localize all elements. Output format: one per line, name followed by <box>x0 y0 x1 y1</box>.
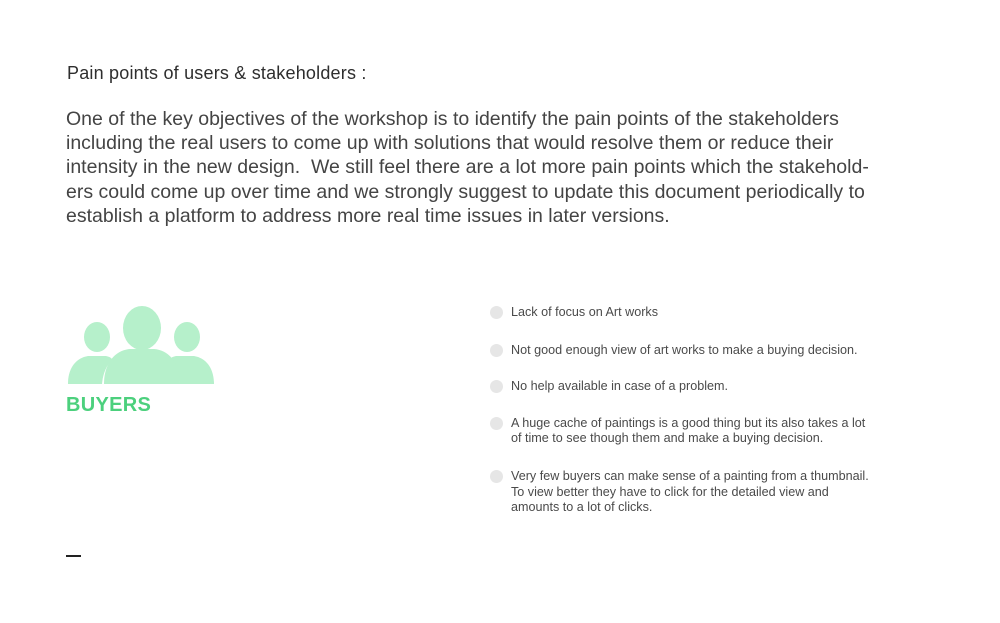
intro-line-2: including the real users to come up with solutions that would resolve them or reduce their <box>66 132 834 155</box>
bullet-dot-icon <box>490 417 503 430</box>
pain-point-text: Lack of focus on Art works <box>511 305 658 319</box>
list-item <box>490 305 910 321</box>
bullet-dot-icon <box>490 380 503 393</box>
intro-line-1: One of the key objectives of the workshop is to identify the pain points of the stakeholders <box>66 108 839 130</box>
pain-point-text: Not good enough view of art works to make a buying decision. <box>511 342 858 357</box>
pain-points-list <box>490 305 910 516</box>
users-group-icon <box>66 306 216 386</box>
list-item <box>490 343 910 359</box>
persona-label: BUYERS <box>66 394 152 416</box>
bullet-dot-icon <box>490 344 503 357</box>
list-item <box>490 416 910 447</box>
intro-line-5: establish a platform to address more real time issues in later versions. <box>66 204 670 227</box>
pain-point-text: Very few buyers can make sense of a painting from a thumbnail. To view better they have to click for the detailed view and amounts to a lot of clicks. <box>511 468 869 515</box>
section-title: Pain points of users & stakeholders : <box>67 63 367 83</box>
pain-point-text: No help available in case of a problem. <box>511 379 729 394</box>
bullet-dot-icon <box>490 470 503 483</box>
list-item <box>490 379 910 395</box>
intro-line-3: intensity in the new design. We still feel there are a lot more pain points which the stakehold- <box>66 156 869 179</box>
bullet-dot-icon <box>490 306 503 319</box>
intro-line-4: ers could come up over time and we strongly suggest to update this document periodically to <box>66 180 865 203</box>
buyers-persona <box>66 306 226 416</box>
pain-point-text: A huge cache of paintings is a good thing but its also takes a lot of time to see though them and make a buying decision. <box>511 415 866 446</box>
list-item <box>490 469 910 516</box>
intro-paragraph <box>66 107 936 228</box>
divider-dash <box>66 555 81 557</box>
